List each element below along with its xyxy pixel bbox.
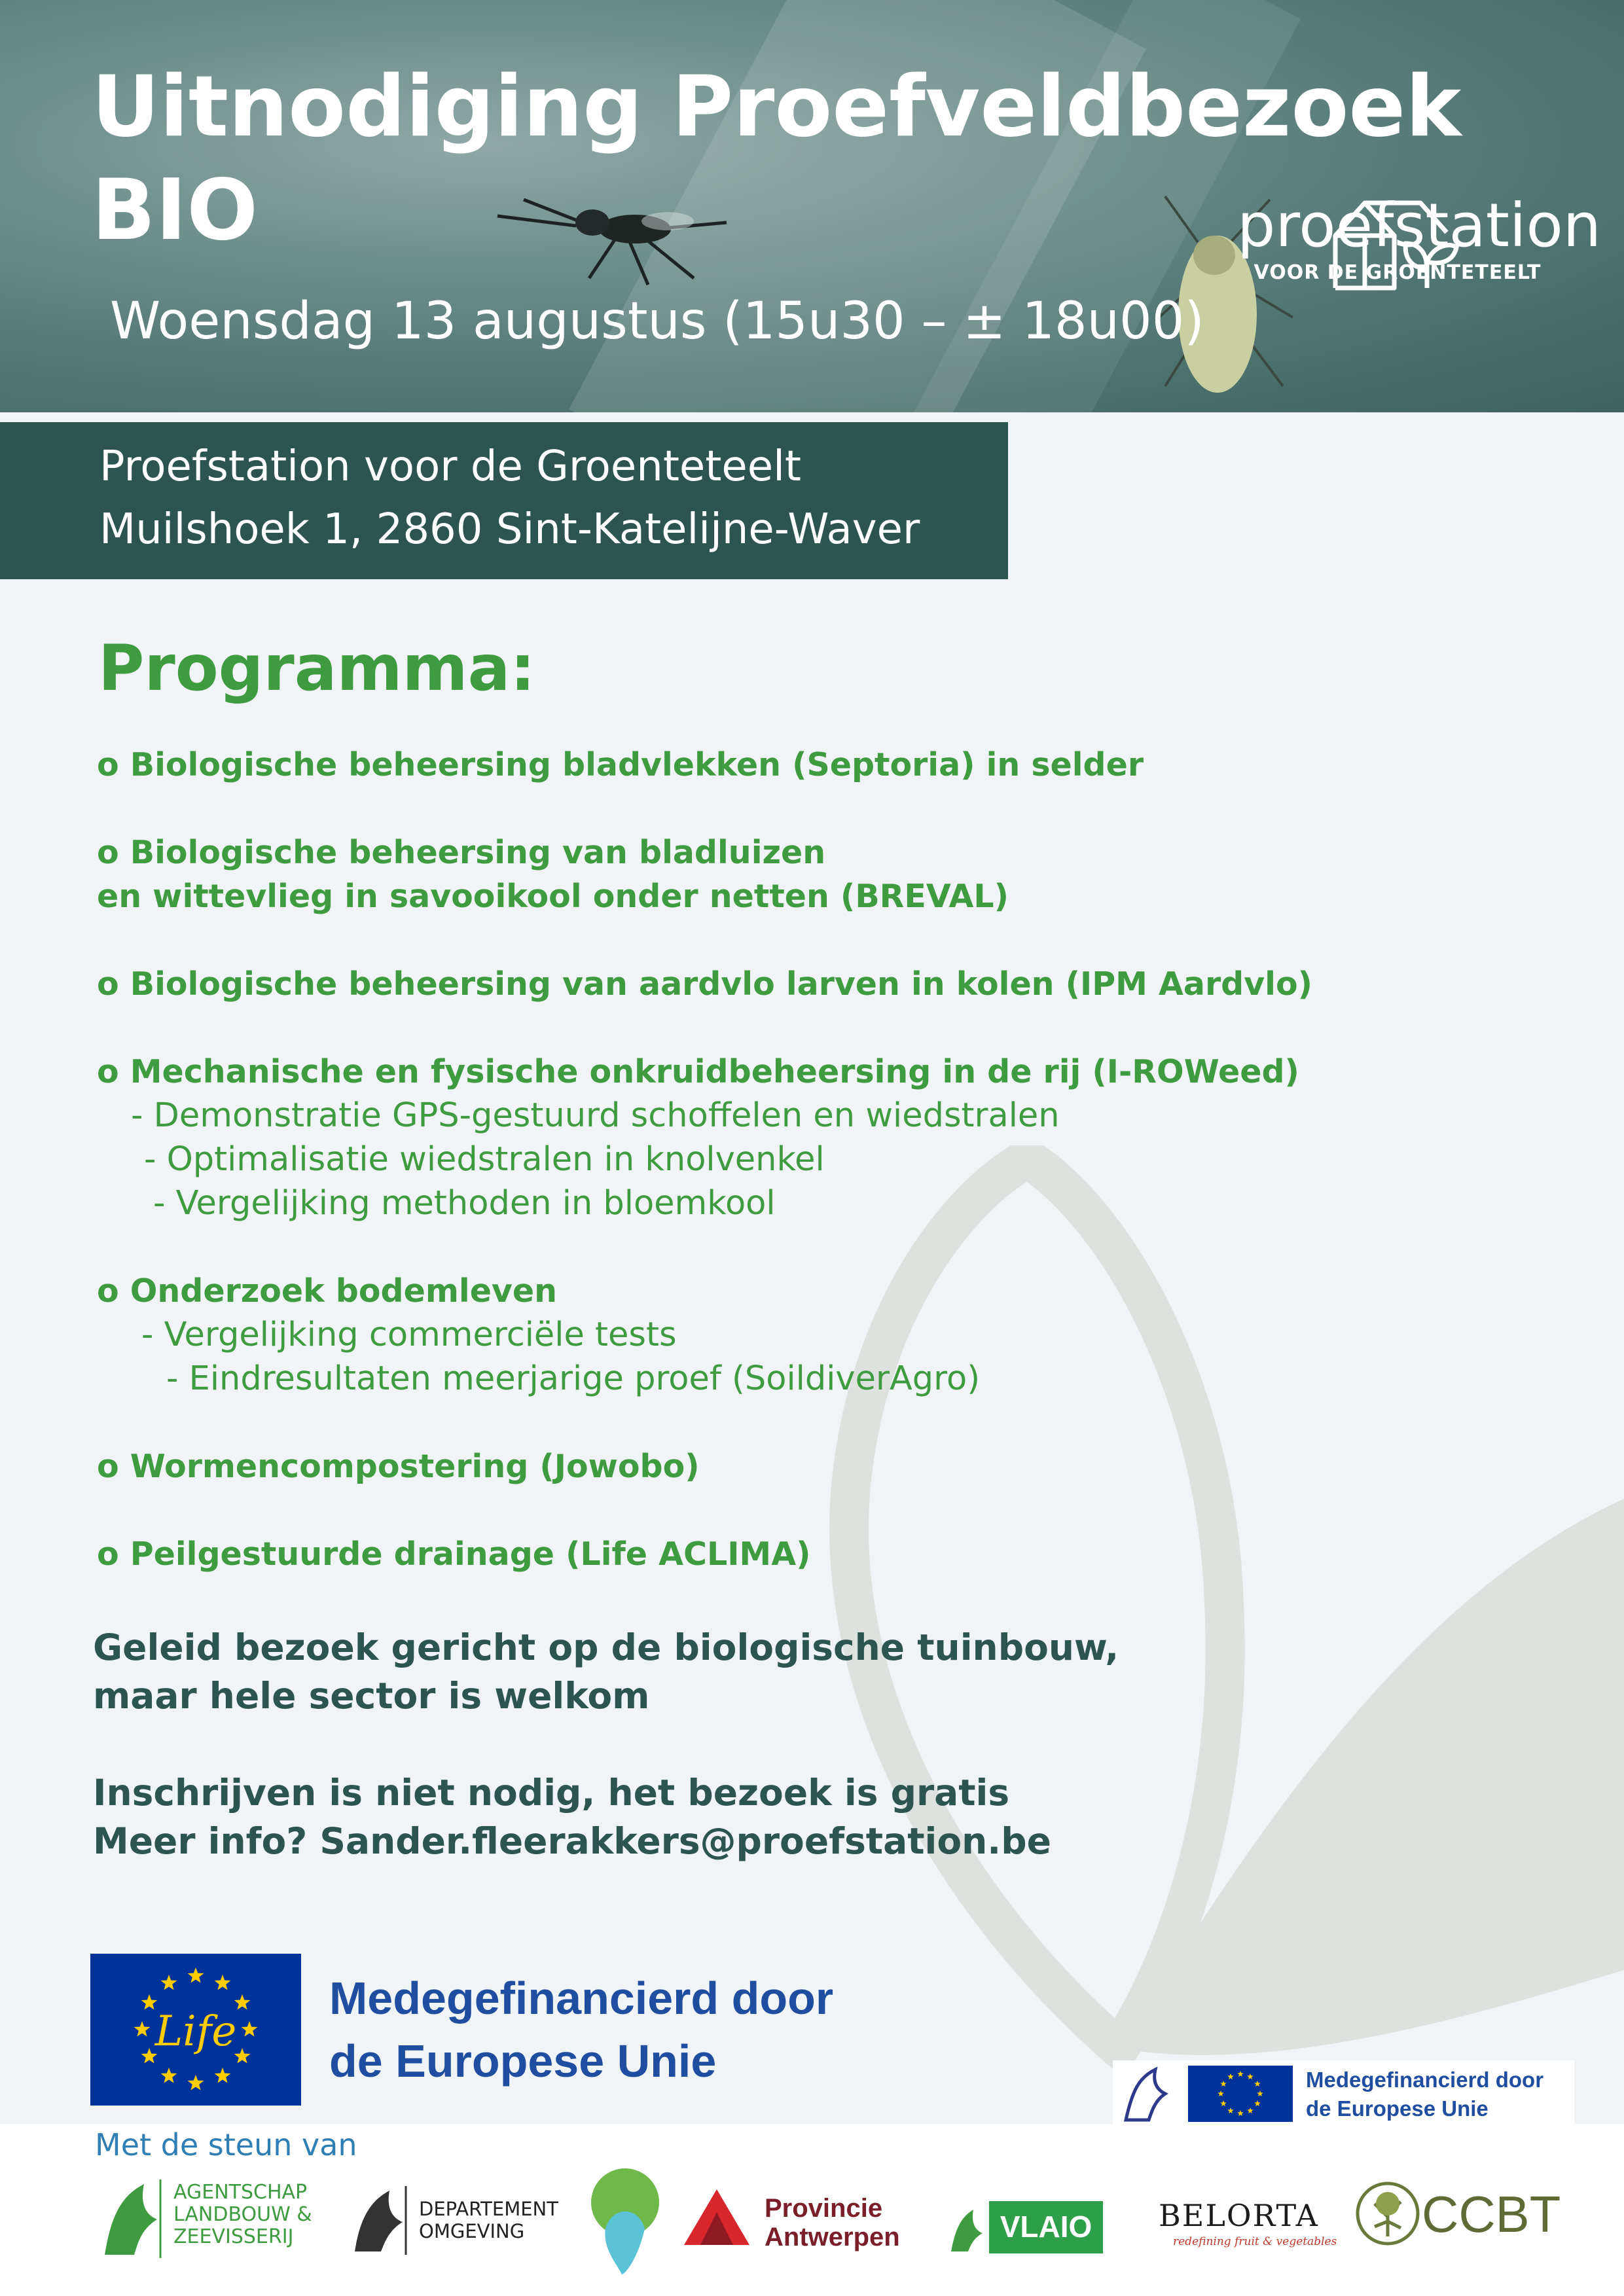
eu-line-2: de Europese Unie — [329, 2036, 717, 2087]
program-subitem: - Vergelijking commerciële tests — [141, 1316, 677, 1354]
provincie-line: Antwerpen — [765, 2223, 900, 2251]
program-subitem: - Eindresultaten meerjarige proef (SoildiverAgro) — [166, 1359, 981, 1398]
address-box — [0, 422, 1008, 579]
program-item: en wittevlieg in savooikool onder netten (BREVAL) — [97, 878, 1009, 915]
provincie-line: Provincie — [765, 2194, 883, 2223]
ccbt-logo: CCBT — [1422, 2185, 1561, 2243]
departement-line: DEPARTEMENT — [419, 2198, 558, 2220]
eu-small-line-2: de Europese Unie — [1306, 2096, 1489, 2121]
event-date: Woensdag 13 augustus (15u30 – ± 18u00) — [110, 292, 1204, 351]
proefstation-logo — [1237, 190, 1602, 284]
program-item: o Mechanische en fysische onkruidbeheersing in de rij (I-ROWeed) — [97, 1053, 1299, 1090]
program-item: o Onderzoek bodemleven — [97, 1272, 557, 1310]
program-item: o Biologische beheersing bladvlekken (Septoria) in selder — [97, 746, 1144, 783]
contact-email[interactable]: Meer info? Sander.fleerakkers@proefstation.be — [93, 1820, 1051, 1862]
departement-lion-icon — [347, 2183, 412, 2258]
agentschap-line: LANDBOUW & — [173, 2203, 312, 2226]
eu-line-1: Medegefinancierd door — [329, 1973, 834, 2024]
agentschap-line: ZEEVISSERIJ — [173, 2225, 294, 2248]
program-item: o Biologische beheersing van aardvlo larven in kolen (IPM Aardvlo) — [97, 965, 1312, 1003]
address-line-1: Proefstation voor de Groenteteelt — [99, 442, 801, 491]
life-wordmark: Life — [154, 2007, 237, 2056]
eu-life-logo — [90, 1954, 301, 2106]
logo-name: proefstation — [1237, 190, 1602, 260]
water-leaf-logo — [586, 2166, 664, 2278]
program-item: o Biologische beheersing van bladluizen — [97, 834, 826, 871]
title-line-1: Uitnodiging Proefveldbezoek — [92, 58, 1462, 156]
program-list — [97, 743, 1312, 1576]
program-title: Programma: — [98, 632, 535, 705]
eu-flag-icon — [1188, 2066, 1293, 2122]
title-line-2: BIO — [92, 162, 258, 259]
vlaio-label: VLAIO — [1000, 2210, 1092, 2244]
support-label: Met de steun van — [95, 2127, 357, 2162]
address-line-2: Muilshoek 1, 2860 Sint-Katelijne-Waver — [99, 505, 920, 554]
eu-cofunding-text — [329, 1967, 833, 2092]
provincie-antwerpen-logo — [765, 2194, 900, 2251]
header-banner — [0, 0, 1624, 412]
departement-logo — [419, 2198, 558, 2242]
program-subitem: - Optimalisatie wiedstralen in knolvenkel — [144, 1140, 825, 1179]
departement-line: OMGEVING — [419, 2220, 525, 2242]
logo-subtitle: VOOR DE GROENTETEELT — [1254, 261, 1542, 284]
agentschap-line: AGENTSCHAP — [173, 2181, 308, 2204]
program-item: o Wormencompostering (Jowobo) — [97, 1448, 700, 1485]
info-line: Geleid bezoek gericht op de biologische tuinbouw, — [93, 1626, 1119, 1668]
vlaio-logo — [946, 2198, 1103, 2257]
ccbt-tree-icon — [1355, 2181, 1420, 2246]
agentschap-logo — [173, 2181, 312, 2248]
eu-small-line-1: Medegefinancierd door — [1306, 2068, 1544, 2092]
program-item: o Peilgestuurde drainage (Life ACLIMA) — [97, 1535, 811, 1573]
info-line: Inschrijven is niet nodig, het bezoek is gratis — [93, 1772, 1010, 1814]
eu-small-badge — [1113, 2060, 1574, 2127]
provincie-antwerpen-icon — [681, 2186, 753, 2248]
program-subitem: - Demonstratie GPS-gestuurd schoffelen en wiedstralen — [131, 1096, 1060, 1135]
info-line: maar hele sector is welkom — [93, 1675, 650, 1717]
agentschap-lion-icon — [95, 2176, 167, 2261]
visit-info — [93, 1623, 1119, 1865]
eu-small-text — [1306, 2066, 1543, 2123]
flanders-lion-icon — [1119, 2064, 1172, 2125]
program-subitem: - Vergelijking methoden in bloemkool — [153, 1184, 776, 1223]
belorta-tagline: redefining fruit & vegetables — [1173, 2235, 1337, 2248]
belorta-logo: BELORTA — [1159, 2198, 1319, 2233]
